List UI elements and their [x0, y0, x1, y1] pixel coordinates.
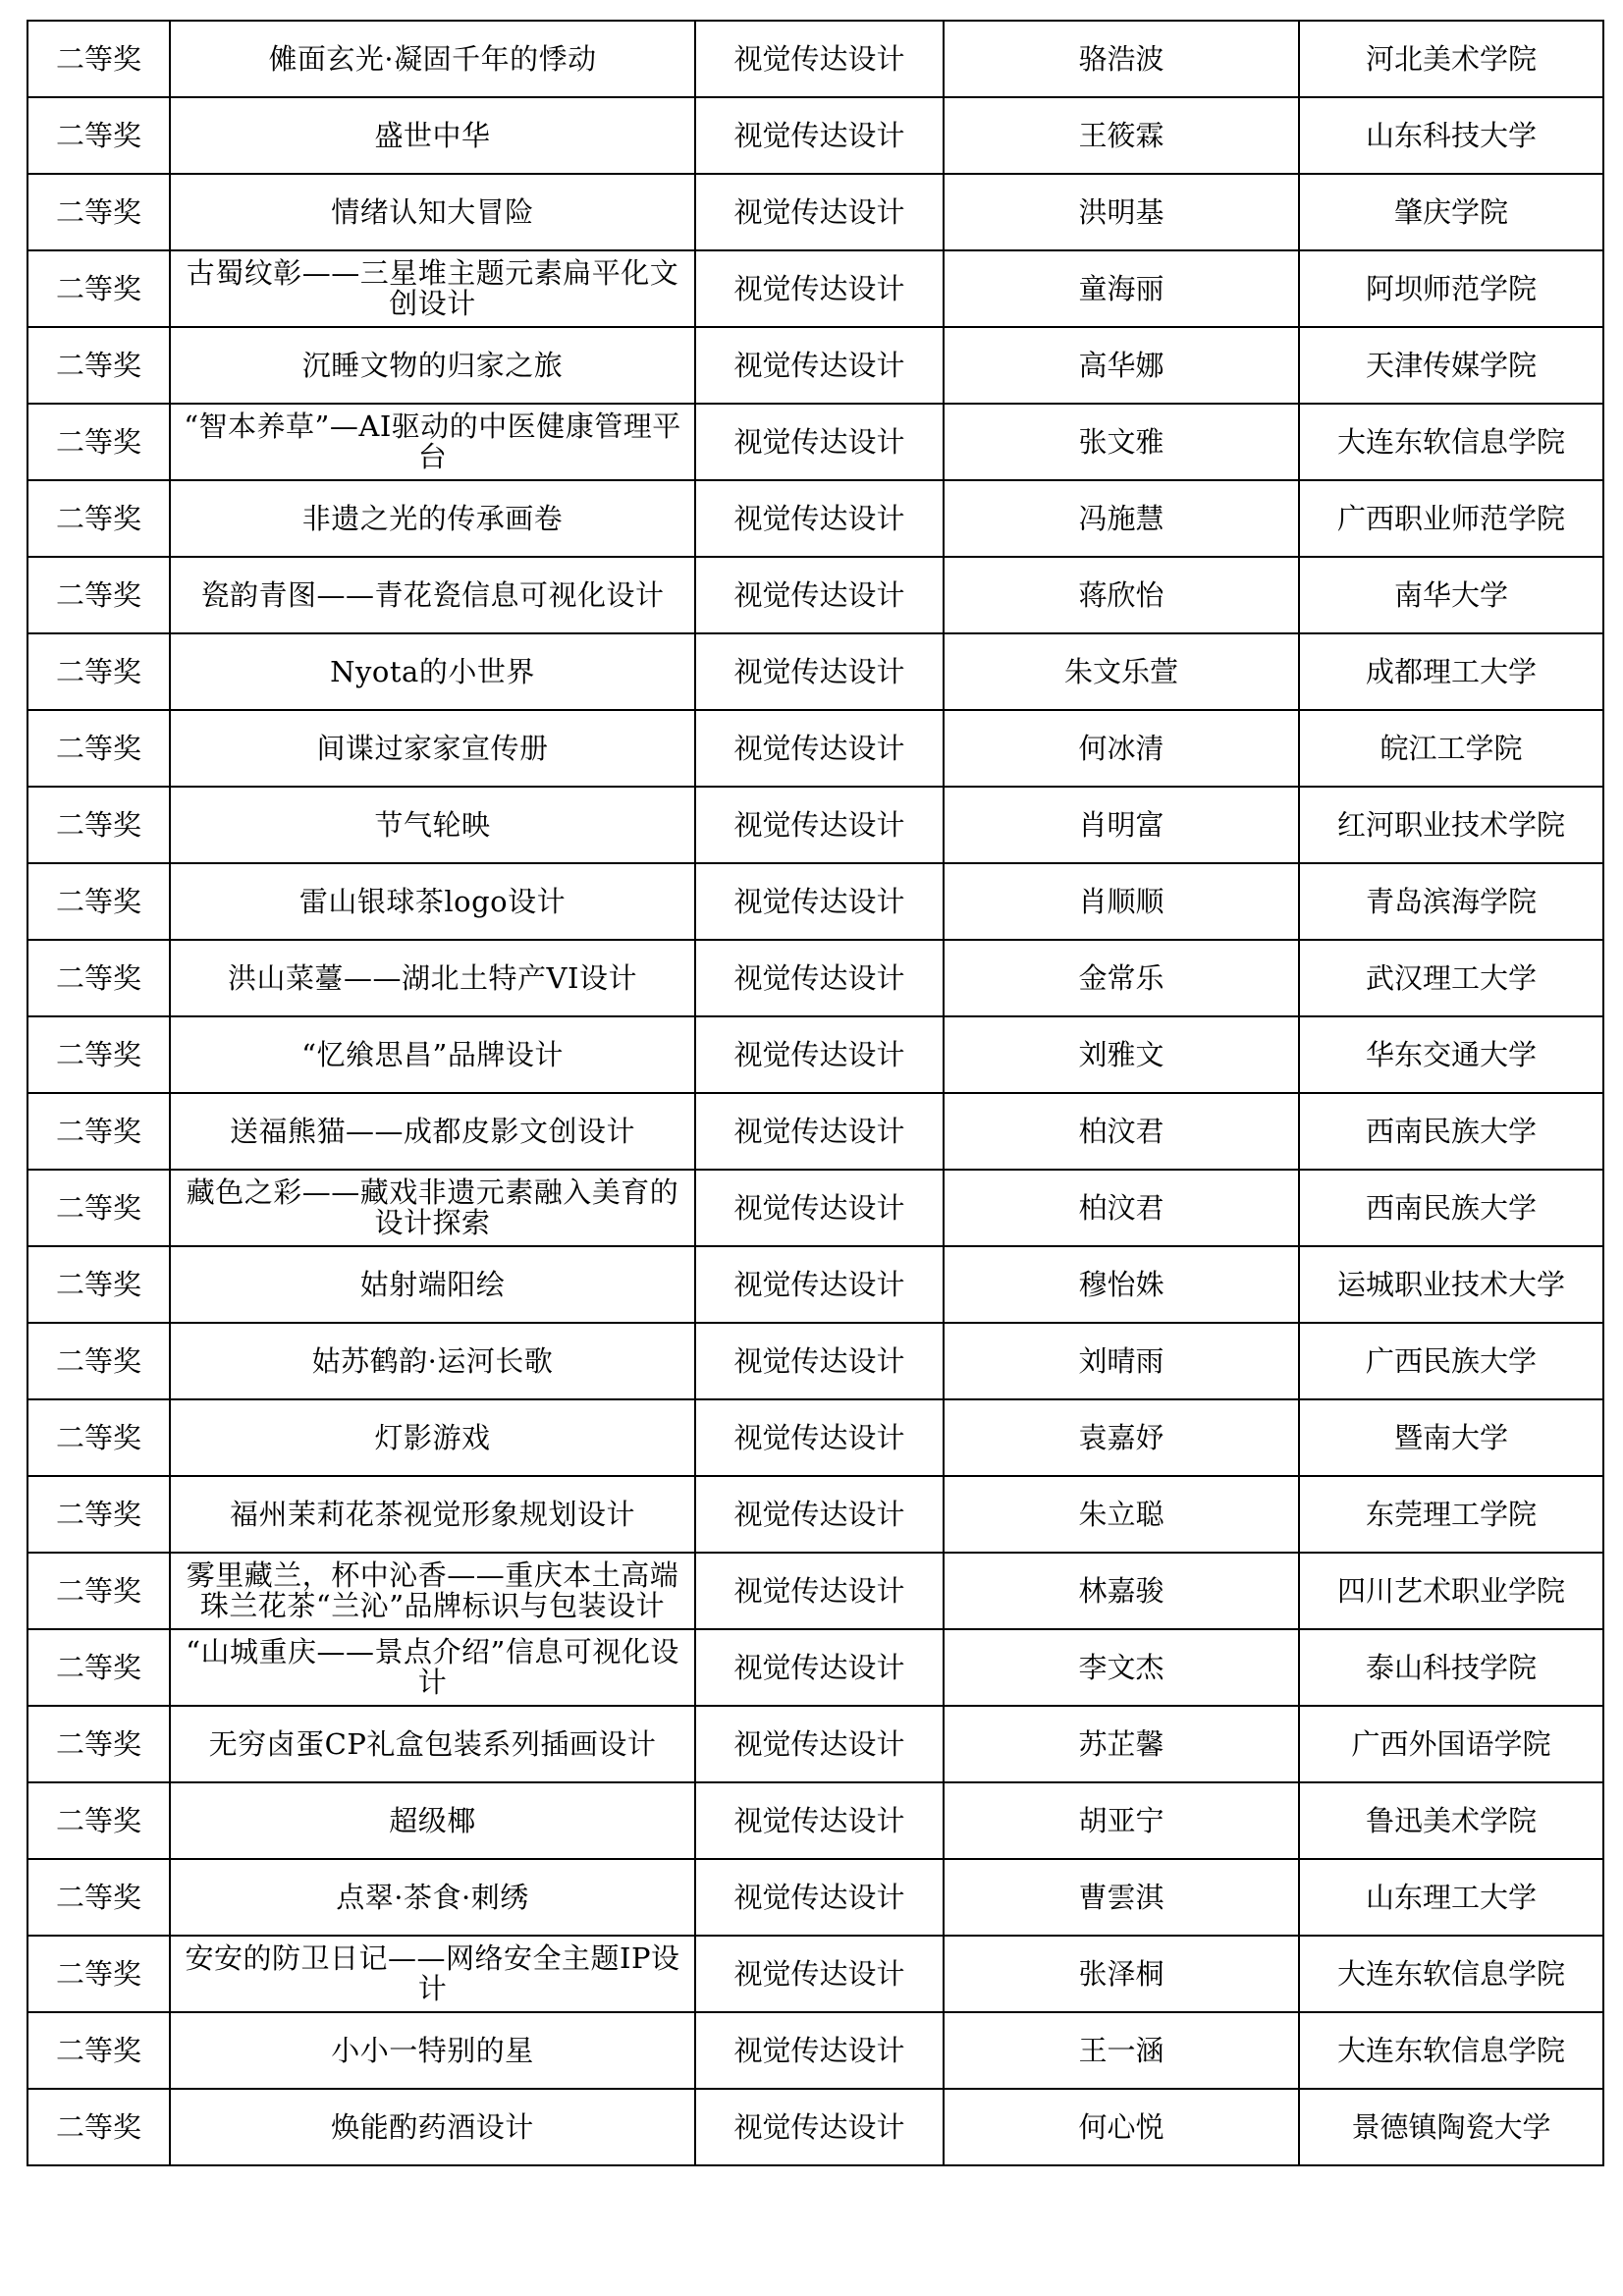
- category-cell: 视觉传达设计: [695, 710, 944, 787]
- table-row: [27, 1629, 1603, 1706]
- author-cell: 肖明富: [944, 787, 1299, 863]
- school-cell: 天津传媒学院: [1299, 327, 1603, 404]
- award-level-cell: 二等奖: [27, 1859, 170, 1936]
- table-row: [27, 2089, 1603, 2165]
- category-cell: 视觉传达设计: [695, 404, 944, 480]
- table-row: [27, 97, 1603, 174]
- category-cell: 视觉传达设计: [695, 633, 944, 710]
- work-title-cell: 古蜀纹彰——三星堆主题元素扁平化文创设计: [170, 250, 695, 327]
- school-cell: 西南民族大学: [1299, 1170, 1603, 1246]
- author-cell: 骆浩波: [944, 21, 1299, 97]
- school-cell: 山东科技大学: [1299, 97, 1603, 174]
- award-level-cell: 二等奖: [27, 327, 170, 404]
- category-cell: 视觉传达设计: [695, 1399, 944, 1476]
- category-cell: 视觉传达设计: [695, 1476, 944, 1553]
- table-row: [27, 1936, 1603, 2012]
- award-level-cell: 二等奖: [27, 1399, 170, 1476]
- work-title-cell: 超级椰: [170, 1782, 695, 1859]
- category-cell: 视觉传达设计: [695, 557, 944, 633]
- table-row: [27, 1859, 1603, 1936]
- work-title-cell: 焕能酌药酒设计: [170, 2089, 695, 2165]
- school-cell: 南华大学: [1299, 557, 1603, 633]
- table-row: [27, 1323, 1603, 1399]
- table-row: [27, 21, 1603, 97]
- work-title-cell: 姑苏鹤韵·运河长歌: [170, 1323, 695, 1399]
- work-title-cell: 间谍过家家宣传册: [170, 710, 695, 787]
- award-level-cell: 二等奖: [27, 404, 170, 480]
- school-cell: 肇庆学院: [1299, 174, 1603, 250]
- award-level-cell: 二等奖: [27, 1323, 170, 1399]
- author-cell: 朱立聪: [944, 1476, 1299, 1553]
- category-cell: 视觉传达设计: [695, 787, 944, 863]
- award-level-cell: 二等奖: [27, 1246, 170, 1323]
- category-cell: 视觉传达设计: [695, 1246, 944, 1323]
- author-cell: 张文雅: [944, 404, 1299, 480]
- work-title-cell: 雾里藏兰，杯中沁香——重庆本土高端珠兰花茶“兰沁”品牌标识与包装设计: [170, 1553, 695, 1629]
- award-level-cell: 二等奖: [27, 480, 170, 557]
- work-title-cell: 非遗之光的传承画卷: [170, 480, 695, 557]
- work-title-cell: “智本养草”—AI驱动的中医健康管理平台: [170, 404, 695, 480]
- award-list-body: [27, 21, 1603, 2165]
- award-level-cell: 二等奖: [27, 1170, 170, 1246]
- table-row: [27, 1016, 1603, 1093]
- category-cell: 视觉传达设计: [695, 863, 944, 940]
- work-title-cell: 送福熊猫——成都皮影文创设计: [170, 1093, 695, 1170]
- category-cell: 视觉传达设计: [695, 2089, 944, 2165]
- category-cell: 视觉传达设计: [695, 940, 944, 1016]
- school-cell: 青岛滨海学院: [1299, 863, 1603, 940]
- award-level-cell: 二等奖: [27, 21, 170, 97]
- author-cell: 王筱霖: [944, 97, 1299, 174]
- award-level-cell: 二等奖: [27, 633, 170, 710]
- category-cell: 视觉传达设计: [695, 1093, 944, 1170]
- category-cell: 视觉传达设计: [695, 2012, 944, 2089]
- work-title-cell: 沉睡文物的归家之旅: [170, 327, 695, 404]
- author-cell: 李文杰: [944, 1629, 1299, 1706]
- table-row: [27, 404, 1603, 480]
- table-row: [27, 863, 1603, 940]
- award-level-cell: 二等奖: [27, 97, 170, 174]
- work-title-cell: 傩面玄光·凝固千年的悸动: [170, 21, 695, 97]
- school-cell: 皖江工学院: [1299, 710, 1603, 787]
- award-level-cell: 二等奖: [27, 2089, 170, 2165]
- category-cell: 视觉传达设计: [695, 250, 944, 327]
- school-cell: 东莞理工学院: [1299, 1476, 1603, 1553]
- work-title-cell: 小小一特别的星: [170, 2012, 695, 2089]
- work-title-cell: 雷山银球茶logo设计: [170, 863, 695, 940]
- category-cell: 视觉传达设计: [695, 1706, 944, 1782]
- school-cell: 暨南大学: [1299, 1399, 1603, 1476]
- work-title-cell: 福州茉莉花茶视觉形象规划设计: [170, 1476, 695, 1553]
- school-cell: 成都理工大学: [1299, 633, 1603, 710]
- author-cell: 刘雅文: [944, 1016, 1299, 1093]
- school-cell: 山东理工大学: [1299, 1859, 1603, 1936]
- author-cell: 何冰清: [944, 710, 1299, 787]
- author-cell: 何心悦: [944, 2089, 1299, 2165]
- award-list-table: [27, 20, 1604, 2166]
- work-title-cell: 点翠·茶食·刺绣: [170, 1859, 695, 1936]
- table-row: [27, 327, 1603, 404]
- award-level-cell: 二等奖: [27, 787, 170, 863]
- award-level-cell: 二等奖: [27, 1016, 170, 1093]
- award-level-cell: 二等奖: [27, 1476, 170, 1553]
- school-cell: 华东交通大学: [1299, 1016, 1603, 1093]
- table-row: [27, 174, 1603, 250]
- school-cell: 红河职业技术学院: [1299, 787, 1603, 863]
- award-level-cell: 二等奖: [27, 1553, 170, 1629]
- work-title-cell: 盛世中华: [170, 97, 695, 174]
- table-row: [27, 1553, 1603, 1629]
- author-cell: 金常乐: [944, 940, 1299, 1016]
- table-row: [27, 1706, 1603, 1782]
- work-title-cell: 安安的防卫日记——网络安全主题IP设计: [170, 1936, 695, 2012]
- work-title-cell: 情绪认知大冒险: [170, 174, 695, 250]
- category-cell: 视觉传达设计: [695, 1323, 944, 1399]
- author-cell: 朱文乐萱: [944, 633, 1299, 710]
- author-cell: 胡亚宁: [944, 1782, 1299, 1859]
- author-cell: 王一涵: [944, 2012, 1299, 2089]
- author-cell: 洪明基: [944, 174, 1299, 250]
- work-title-cell: 无穷卤蛋CP礼盒包装系列插画设计: [170, 1706, 695, 1782]
- award-level-cell: 二等奖: [27, 250, 170, 327]
- author-cell: 张泽桐: [944, 1936, 1299, 2012]
- work-title-cell: “山城重庆——景点介绍”信息可视化设计: [170, 1629, 695, 1706]
- award-level-cell: 二等奖: [27, 2012, 170, 2089]
- work-title-cell: 节气轮映: [170, 787, 695, 863]
- work-title-cell: 洪山菜薹——湖北土特产VI设计: [170, 940, 695, 1016]
- author-cell: 蒋欣怡: [944, 557, 1299, 633]
- category-cell: 视觉传达设计: [695, 1782, 944, 1859]
- award-level-cell: 二等奖: [27, 557, 170, 633]
- author-cell: 柏汶君: [944, 1170, 1299, 1246]
- award-level-cell: 二等奖: [27, 1782, 170, 1859]
- category-cell: 视觉传达设计: [695, 21, 944, 97]
- award-level-cell: 二等奖: [27, 1629, 170, 1706]
- award-level-cell: 二等奖: [27, 1936, 170, 2012]
- category-cell: 视觉传达设计: [695, 174, 944, 250]
- table-row: [27, 1476, 1603, 1553]
- school-cell: 武汉理工大学: [1299, 940, 1603, 1016]
- category-cell: 视觉传达设计: [695, 1859, 944, 1936]
- table-row: [27, 1782, 1603, 1859]
- table-row: [27, 1093, 1603, 1170]
- award-level-cell: 二等奖: [27, 1706, 170, 1782]
- award-level-cell: 二等奖: [27, 1093, 170, 1170]
- author-cell: 刘晴雨: [944, 1323, 1299, 1399]
- category-cell: 视觉传达设计: [695, 1629, 944, 1706]
- category-cell: 视觉传达设计: [695, 327, 944, 404]
- school-cell: 运城职业技术大学: [1299, 1246, 1603, 1323]
- table-row: [27, 557, 1603, 633]
- author-cell: 穆怡姝: [944, 1246, 1299, 1323]
- table-row: [27, 2012, 1603, 2089]
- author-cell: 冯施慧: [944, 480, 1299, 557]
- table-row: [27, 1399, 1603, 1476]
- work-title-cell: 瓷韵青图——青花瓷信息可视化设计: [170, 557, 695, 633]
- table-row: [27, 710, 1603, 787]
- author-cell: 苏芷馨: [944, 1706, 1299, 1782]
- author-cell: 柏汶君: [944, 1093, 1299, 1170]
- school-cell: 河北美术学院: [1299, 21, 1603, 97]
- award-level-cell: 二等奖: [27, 710, 170, 787]
- award-level-cell: 二等奖: [27, 863, 170, 940]
- category-cell: 视觉传达设计: [695, 1170, 944, 1246]
- table-row: [27, 787, 1603, 863]
- work-title-cell: Nyota的小世界: [170, 633, 695, 710]
- author-cell: 林嘉骏: [944, 1553, 1299, 1629]
- school-cell: 四川艺术职业学院: [1299, 1553, 1603, 1629]
- category-cell: 视觉传达设计: [695, 97, 944, 174]
- table-row: [27, 1246, 1603, 1323]
- table-row: [27, 633, 1603, 710]
- author-cell: 高华娜: [944, 327, 1299, 404]
- school-cell: 泰山科技学院: [1299, 1629, 1603, 1706]
- table-row: [27, 480, 1603, 557]
- school-cell: 西南民族大学: [1299, 1093, 1603, 1170]
- category-cell: 视觉传达设计: [695, 480, 944, 557]
- table-row: [27, 940, 1603, 1016]
- school-cell: 大连东软信息学院: [1299, 2012, 1603, 2089]
- table-row: [27, 250, 1603, 327]
- work-title-cell: 姑射端阳绘: [170, 1246, 695, 1323]
- category-cell: 视觉传达设计: [695, 1553, 944, 1629]
- school-cell: 广西职业师范学院: [1299, 480, 1603, 557]
- table-row: [27, 1170, 1603, 1246]
- author-cell: 曹雲淇: [944, 1859, 1299, 1936]
- school-cell: 鲁迅美术学院: [1299, 1782, 1603, 1859]
- award-level-cell: 二等奖: [27, 940, 170, 1016]
- school-cell: 广西民族大学: [1299, 1323, 1603, 1399]
- award-level-cell: 二等奖: [27, 174, 170, 250]
- author-cell: 肖顺顺: [944, 863, 1299, 940]
- school-cell: 大连东软信息学院: [1299, 1936, 1603, 2012]
- school-cell: 阿坝师范学院: [1299, 250, 1603, 327]
- author-cell: 童海丽: [944, 250, 1299, 327]
- school-cell: 大连东软信息学院: [1299, 404, 1603, 480]
- category-cell: 视觉传达设计: [695, 1016, 944, 1093]
- author-cell: 袁嘉妤: [944, 1399, 1299, 1476]
- school-cell: 广西外国语学院: [1299, 1706, 1603, 1782]
- work-title-cell: 藏色之彩——藏戏非遗元素融入美育的设计探索: [170, 1170, 695, 1246]
- school-cell: 景德镇陶瓷大学: [1299, 2089, 1603, 2165]
- work-title-cell: 灯影游戏: [170, 1399, 695, 1476]
- category-cell: 视觉传达设计: [695, 1936, 944, 2012]
- work-title-cell: “忆飨思昌”品牌设计: [170, 1016, 695, 1093]
